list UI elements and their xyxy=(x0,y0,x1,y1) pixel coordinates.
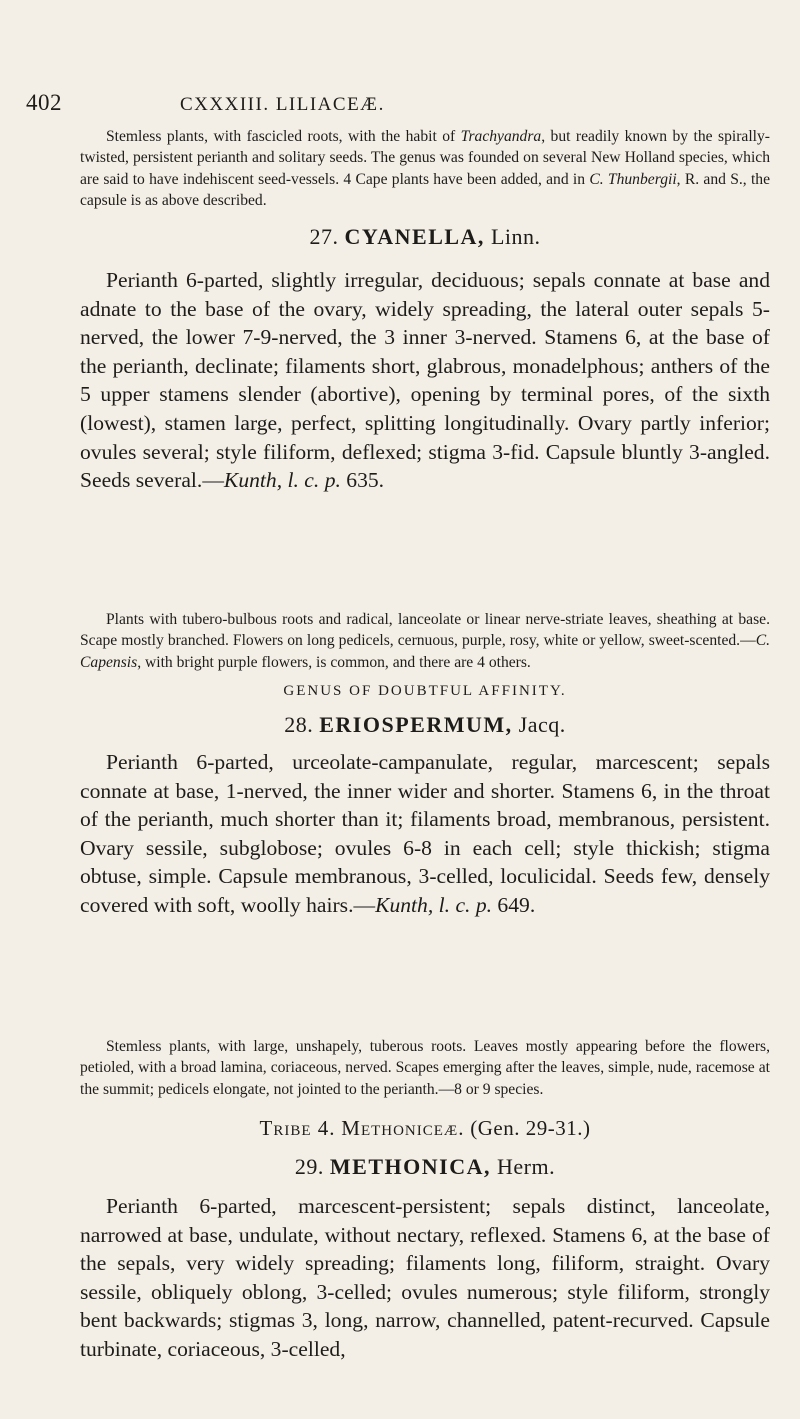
running-head: CXXXIII. LILIACEÆ. xyxy=(180,94,385,115)
genus-description: Perianth 6-parted, marcescent-persistent; sepals distinct, lanceolate, narrowed at base, undulate, without nectary, reflexed. Stamens 6, at the base of the sepals, very widely spreading; filaments long, filiform, straight. Ovary sessile, obliquely oblong, 3-celled; ovules numerous; style filiform, strongly bent backwards; stigmas 3, long, narrow, channelled, patent-recurved. Capsule turbinate, coriaceous, 3-celled, xyxy=(80,1194,770,1361)
page-number: 402 xyxy=(26,90,62,115)
genus-29-description xyxy=(80,1192,770,1364)
genus-28-description xyxy=(80,748,770,920)
genus-29-section xyxy=(80,1154,770,1180)
genus-heading: 27. CYANELLA, Linn. xyxy=(309,224,541,249)
genus-heading: 29. METHONICA, Herm. xyxy=(294,1154,556,1179)
section-heading: GENUS OF DOUBTFUL AFFINITY. xyxy=(283,683,567,699)
genus-28-section xyxy=(80,712,770,738)
genus-notes: Stemless plants, with large, unshapely, tuberous roots. Leaves mostly appearing before the flowers, petioled, with a broad lamina, coriaceous, nerved. Scapes emerging after the leaves, simple, nude, racemose at the summit; pedicels elongate, not jointed to the perianth.—8 or 9 species. xyxy=(80,1038,770,1098)
genus-notes: Plants with tubero-bulbous roots and radical, lanceolate or linear nerve-striate leaves, sheathing at base. Scape mostly branched. Flowers on long pedicels, cernuous, purple, rosy, white or yellow, sweet-scented.—C. Capensis, with bright purple flowers, is common, and there are 4 others. xyxy=(80,611,770,671)
genus-27-section xyxy=(80,224,770,250)
genus-28-notes xyxy=(80,1036,770,1100)
tribe-heading: Tribe 4. Methoniceæ. (Gen. 29-31.) xyxy=(259,1116,591,1140)
intro-paragraph: Stemless plants, with fascicled roots, with the habit of Trachyandra, but readily known by the spirally-twisted, persistent perianth and solitary seeds. The genus was founded on several New Holland species, which are said to have indehiscent seed-vessels. 4 Cape plants have been added, and in C. Thunbergii, R. and S., the capsule is as above described. xyxy=(80,128,770,210)
genus-description: Perianth 6-parted, slightly irregular, deciduous; sepals connate at base and adnate to the base of the ovary, widely spreading, the lateral outer sepals 5-nerved, the lower 7-9-nerved, the 3 inner 3-nerved. Stamens 6, at the base of the perianth, declinate; filaments short, glabrous, monadelphous; anthers of the 5 upper stamens slender (abortive), opening by terminal pores, of the sixth (lowest), stamen large, perfect, splitting longitudinally. Ovary partly inferior; ovules several; style filiform, deflexed; stigma 3-fid. Capsule bluntly 3-angled. Seeds several.—Kunth, l. c. p. 635. xyxy=(80,268,770,493)
genus-description: Perianth 6-parted, urceolate-campanulate, regular, marcescent; sepals connate at base, 1-nerved, the inner wider and shorter. Stamens 6, in the throat of the perianth, much shorter than it; filaments broad, membranous, persistent. Ovary sessile, subglobose; ovules 6-8 in each cell; style thickish; stigma obtuse, simple. Capsule membranous, 3-celled, loculicidal. Seeds few, densely covered with soft, woolly hairs.—Kunth, l. c. p. 649. xyxy=(80,750,770,917)
intro-section xyxy=(80,126,770,212)
tribe-4-section xyxy=(80,1116,770,1141)
genus-27-description xyxy=(80,266,770,495)
doubtful-affinity-section xyxy=(80,683,770,700)
genus-27-notes xyxy=(80,609,770,673)
genus-heading: 28. ERIOSPERMUM, Jacq. xyxy=(284,712,566,737)
